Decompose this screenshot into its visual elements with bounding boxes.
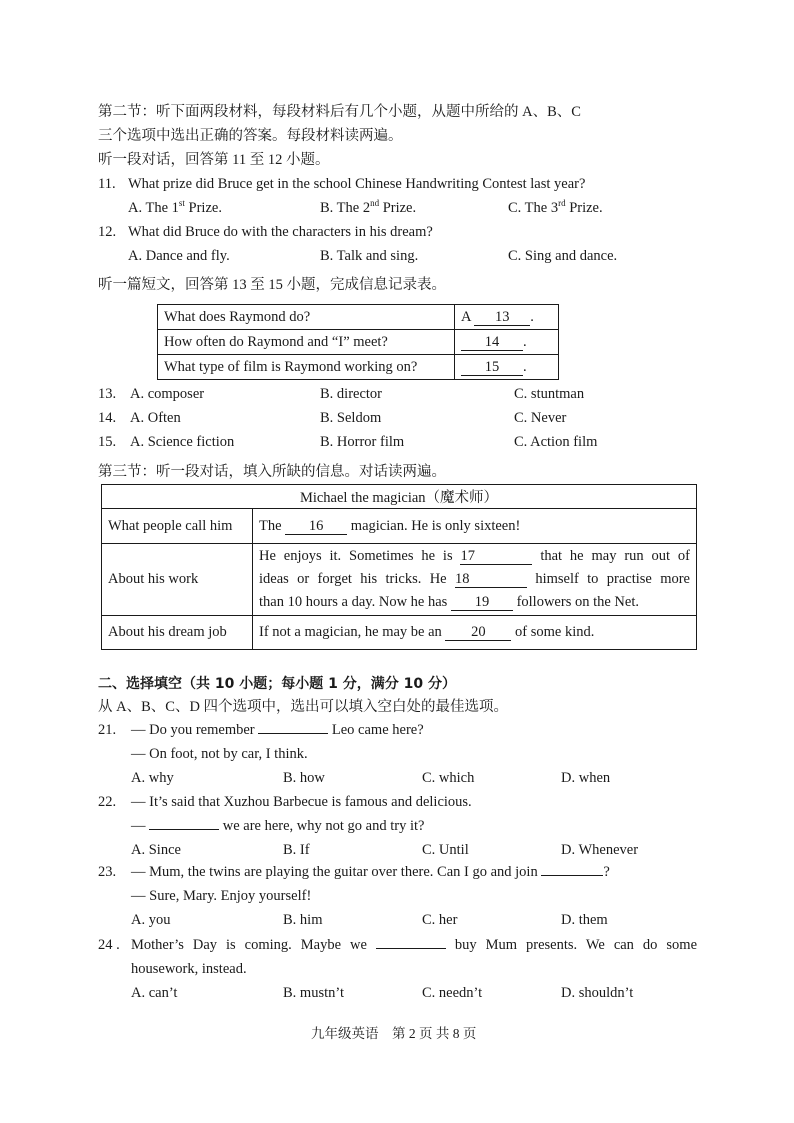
q21-line2: — On foot, not by car, I think. xyxy=(131,746,308,762)
info-question-13: What does Raymond do? xyxy=(158,305,455,330)
q21-option-c: C. which xyxy=(422,770,475,786)
magician-table-title: Michael the magician（魔术师） xyxy=(102,485,697,509)
page-footer: 九年级英语 第 2 页 共 8 页 xyxy=(311,1026,477,1041)
q12-stem: What did Bruce do with the characters in his dream? xyxy=(128,224,433,240)
work-line-3: than 10 hours a day. Now he has 19 followers on the Net. xyxy=(259,594,639,610)
q12-option-a: A. Dance and fly. xyxy=(128,248,230,264)
blank-18[interactable]: 18 xyxy=(455,571,527,588)
q24-line2: housework, instead. xyxy=(131,961,247,977)
info-answer-15: 15 . xyxy=(455,355,559,380)
q24-option-b: B. mustn’t xyxy=(283,985,344,1001)
q21-blank[interactable] xyxy=(258,733,328,734)
q23-line2: — Sure, Mary. Enjoy yourself! xyxy=(131,888,312,904)
info-answer-14: 14 . xyxy=(455,330,559,355)
q12-option-c: C. Sing and dance. xyxy=(508,248,618,264)
q24-line1: Mother’s Day is coming. Maybe we buy Mum presents. We can do some xyxy=(131,937,698,953)
q13-number: 13. xyxy=(98,386,117,402)
info-record-table xyxy=(157,304,559,380)
q22-number: 22. xyxy=(98,794,117,810)
section2-heading-line2: 三个选项中选出正确的答案。每段材料读两遍。 xyxy=(98,128,403,144)
q22-option-c: C. Until xyxy=(422,842,469,858)
blank-17[interactable]: 17 xyxy=(460,548,532,565)
row-label-call: What people call him xyxy=(102,509,253,544)
info-question-15: What type of film is Raymond working on? xyxy=(158,355,455,380)
blank-16[interactable]: 16 xyxy=(285,518,347,535)
q12-number: 12. xyxy=(98,224,117,240)
section3-heading: 第三节：听一段对话，填入所缺的信息。对话读两遍。 xyxy=(98,464,446,480)
q13-option-b: B. director xyxy=(320,386,383,402)
q15-option-c: C. Action film xyxy=(514,434,598,450)
part2-instruction: 从 A、B、C、D 四个选项中，选出可以填入空白处的最佳选项。 xyxy=(98,699,509,715)
q21-option-b: B. how xyxy=(283,770,325,786)
q23-option-d: D. them xyxy=(561,912,608,928)
q21-line1: — Do you remember Leo came here? xyxy=(131,722,424,738)
q15-number: 15. xyxy=(98,434,117,450)
part2-heading: 二、选择填空（共 10 小题；每小题 1 分，满分 10 分） xyxy=(98,676,456,692)
magician-table xyxy=(101,484,697,650)
q22-line2: — we are here, why not go and try it? xyxy=(131,818,425,834)
q11-option-a: A. The 1st Prize. xyxy=(128,198,222,216)
blank-13[interactable]: 13 xyxy=(474,309,530,326)
q15-option-a: A. Science fiction xyxy=(130,434,235,450)
q21-option-d: D. when xyxy=(561,770,611,786)
q22-option-b: B. If xyxy=(283,842,310,858)
section2-heading-line1: 第二节：听下面两段材料，每段材料后有几个小题，从题中所给的 A、B、C xyxy=(98,104,581,120)
blank-19[interactable]: 19 xyxy=(451,594,513,611)
q13-option-a: A. composer xyxy=(130,386,205,402)
row-label-dream: About his dream job xyxy=(102,616,253,650)
q22-option-d: D. Whenever xyxy=(561,842,639,858)
q11-number: 11. xyxy=(98,176,116,192)
q14-option-c: C. Never xyxy=(514,410,567,426)
q14-option-a: A. Often xyxy=(130,410,181,426)
info-answer-13: A 13 . xyxy=(455,305,559,330)
q24-number: 24 . xyxy=(98,937,120,953)
row-label-work: About his work xyxy=(102,544,253,616)
q22-option-a: A. Since xyxy=(131,842,181,858)
blank-14[interactable]: 14 xyxy=(461,334,523,351)
q22-blank[interactable] xyxy=(149,829,219,830)
q23-option-b: B. him xyxy=(283,912,323,928)
row-content-dream: If not a magician, he may be an 20 of some kind. xyxy=(253,616,697,650)
q14-option-b: B. Seldom xyxy=(320,410,382,426)
dialog-intro: 听一段对话，回答第 11 至 12 小题。 xyxy=(98,152,330,168)
info-question-14: How often do Raymond and “I” meet? xyxy=(158,330,455,355)
passage-intro: 听一篇短文，回答第 13 至 15 小题，完成信息记录表。 xyxy=(98,277,446,293)
q13-option-c: C. stuntman xyxy=(514,386,585,402)
q24-blank[interactable] xyxy=(376,948,446,949)
blank-20[interactable]: 20 xyxy=(445,624,511,641)
q23-blank[interactable] xyxy=(541,875,603,876)
row-content-call: The 16 magician. He is only sixteen! xyxy=(253,509,697,544)
blank-15[interactable]: 15 xyxy=(461,359,523,376)
q24-option-c: C. needn’t xyxy=(422,985,483,1001)
q23-option-c: C. her xyxy=(422,912,458,928)
q11-option-c: C. The 3rd Prize. xyxy=(508,198,603,216)
q11-option-b: B. The 2nd Prize. xyxy=(320,198,417,216)
row-content-work xyxy=(253,544,697,616)
q15-option-b: B. Horror film xyxy=(320,434,405,450)
q24-option-d: D. shouldn’t xyxy=(561,985,634,1001)
q24-option-a: A. can’t xyxy=(131,985,178,1001)
q11-stem: What prize did Bruce get in the school Chinese Handwriting Contest last year? xyxy=(128,176,586,192)
q23-line1: — Mum, the twins are playing the guitar over there. Can I go and join ? xyxy=(131,864,610,880)
q23-option-a: A. you xyxy=(131,912,171,928)
work-line-1: He enjoys it. Sometimes he is 17 that he may run out of xyxy=(259,548,690,564)
q21-option-a: A. why xyxy=(131,770,174,786)
work-line-2: ideas or forget his tricks. He 18 himself to practise more xyxy=(259,571,690,587)
q23-number: 23. xyxy=(98,864,117,880)
q12-option-b: B. Talk and sing. xyxy=(320,248,419,264)
q14-number: 14. xyxy=(98,410,117,426)
q22-line1: — It’s said that Xuzhou Barbecue is famous and delicious. xyxy=(131,794,472,810)
q21-number: 21. xyxy=(98,722,117,738)
